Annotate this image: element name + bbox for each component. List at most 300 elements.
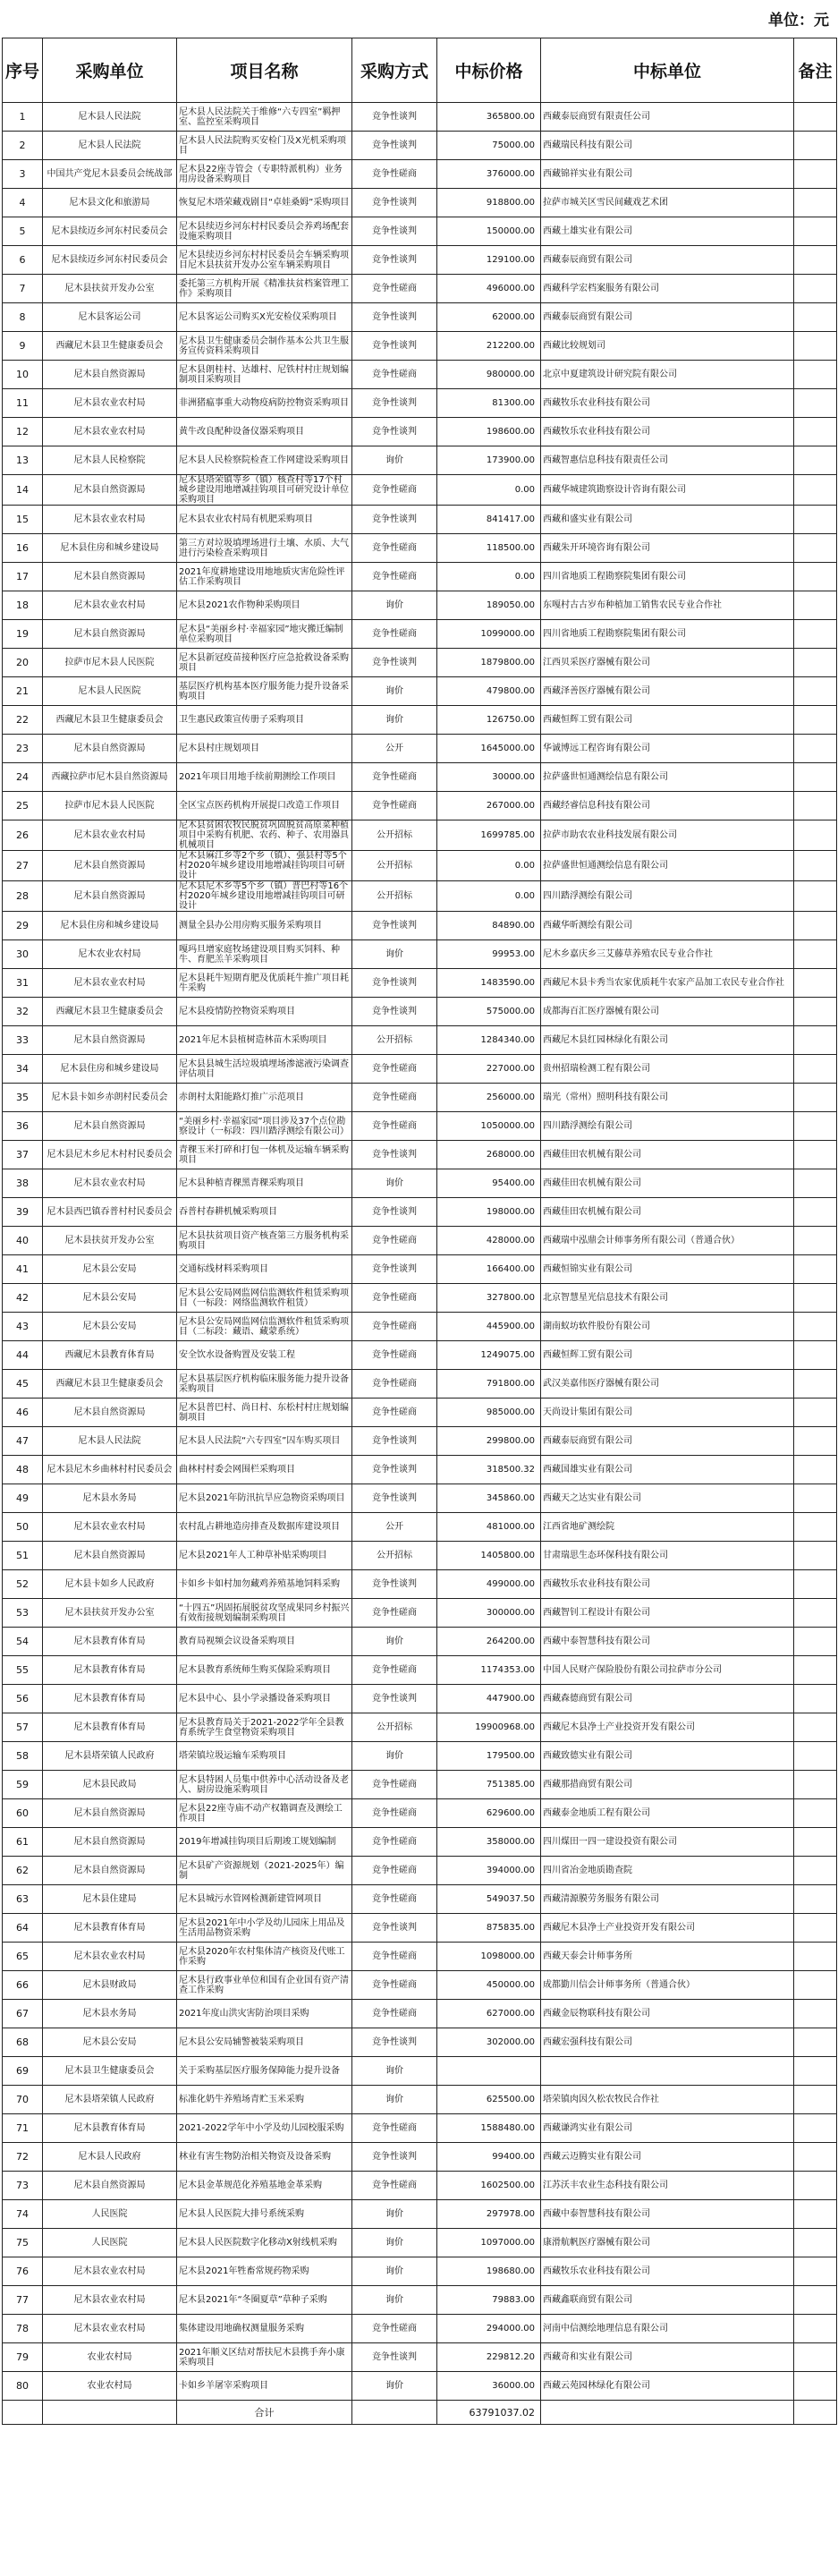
- cell-buyer: 尼木县农业农村局: [43, 1513, 177, 1542]
- cell-winner: 西藏恒辉工贸有限公司: [541, 1341, 794, 1370]
- cell-winner: 西藏尼木县净土产业投资开发有限公司: [541, 1713, 794, 1742]
- cell-seq: 37: [3, 1141, 43, 1169]
- cell-buyer: 尼木县公安局: [43, 2028, 177, 2057]
- cell-price: 297978.00: [437, 2200, 541, 2229]
- cell-project: 尼木县教育系统师生购买保险采购项目: [177, 1656, 352, 1685]
- cell-seq: 32: [3, 998, 43, 1026]
- cell-winner: 西藏云迈腾实业有限公司: [541, 2143, 794, 2172]
- table-row: [3, 735, 837, 763]
- cell-seq: 31: [3, 969, 43, 998]
- cell-buyer: 尼木县自然资源局: [43, 1399, 177, 1427]
- cell-seq: 6: [3, 246, 43, 275]
- cell-seq: 29: [3, 912, 43, 940]
- cell-winner: 西藏华城建筑勘察设计咨询有限公司: [541, 475, 794, 506]
- cell-winner: 四川省地质工程勘察院集团有限公司: [541, 620, 794, 649]
- cell-project: 尼木县贫困农牧民脱贫巩固脱贫高原菜种植项目中采购有机肥、农药、种子、农用器具机械项目: [177, 820, 352, 851]
- cell-remark: [794, 1971, 837, 2000]
- cell-project: “美丽乡村·幸福家园”项目涉及37个点位勘察设计（一标段：四川踏浮测绘有限公司）: [177, 1112, 352, 1141]
- table-row: [3, 2000, 837, 2028]
- cell-method: 竞争性磋商: [352, 1656, 437, 1685]
- cell-buyer: 尼木县自然资源局: [43, 1542, 177, 1570]
- cell-seq: 58: [3, 1742, 43, 1771]
- cell-buyer: 尼木县住房和城乡建设局: [43, 1055, 177, 1084]
- cell-method: 公开招标: [352, 851, 437, 881]
- table-row: [3, 303, 837, 332]
- cell-winner: 西藏鑫联商贸有限公司: [541, 2286, 794, 2315]
- cell-winner: 西藏泰辰商贸有限责任公司: [541, 103, 794, 132]
- cell-method: 询价: [352, 2372, 437, 2401]
- cell-price: 212200.00: [437, 332, 541, 361]
- table-row: [3, 1341, 837, 1370]
- cell-winner: 康滑航帆医疗器械有限公司: [541, 2229, 794, 2257]
- cell-project: 尼木县续迈乡河东村村民委员会车辆采购项目尼木县扶贫开发办公室车辆采购项目: [177, 246, 352, 275]
- cell-remark: [794, 2143, 837, 2172]
- cell-buyer: 尼木县人民医院: [43, 677, 177, 706]
- cell-remark: [794, 591, 837, 620]
- cell-seq: 28: [3, 881, 43, 912]
- cell-project: 尼木县教育局关于2021-2022学年全县教育系统学生食堂物资采购项目: [177, 1713, 352, 1742]
- cell-seq: 61: [3, 1828, 43, 1857]
- cell-project: 曲林村村委会网围栏采购项目: [177, 1456, 352, 1484]
- cell-remark: [794, 1227, 837, 1255]
- cell-price: 447900.00: [437, 1685, 541, 1713]
- cell-remark: [794, 940, 837, 969]
- cell-buyer: 尼木县农业农村局: [43, 2257, 177, 2286]
- cell-price: 345860.00: [437, 1484, 541, 1513]
- table-row: [3, 1141, 837, 1169]
- cell-project: 恢复尼木塔荣藏戏剧目“卓娃桑姆”采购项目: [177, 189, 352, 217]
- cell-project: 尼木县2021年人工种草补贴采购项目: [177, 1542, 352, 1570]
- cell-project: 尼木县扶贫项目资产核查第三方服务机构采购项目: [177, 1227, 352, 1255]
- cell-price: 918800.00: [437, 189, 541, 217]
- cell-method: 竞争性磋商: [352, 1799, 437, 1828]
- total-winner-cell: [541, 2401, 794, 2425]
- cell-price: 229812.20: [437, 2343, 541, 2372]
- cell-buyer: 拉萨市尼木县人民医院: [43, 649, 177, 677]
- cell-price: 479800.00: [437, 677, 541, 706]
- cell-winner: 四川省冶金地质勘查院: [541, 1857, 794, 1885]
- cell-seq: 19: [3, 620, 43, 649]
- table-row: [3, 1971, 837, 2000]
- cell-winner: 江西省地矿测绘院: [541, 1513, 794, 1542]
- cell-seq: 45: [3, 1370, 43, 1399]
- cell-remark: [794, 1656, 837, 1685]
- table-row: [3, 912, 837, 940]
- cell-project: 尼木县续迈乡河东村村民委员会养鸡场配套设施采购项目: [177, 217, 352, 246]
- cell-winner: 西藏天之达实业有限公司: [541, 1484, 794, 1513]
- cell-price: 302000.00: [437, 2028, 541, 2057]
- cell-project: 2021-2022学年中小学及幼儿园校服采购: [177, 2114, 352, 2143]
- total-buyer-cell: [43, 2401, 177, 2425]
- cell-winner: 西藏恒锦实业有限公司: [541, 1255, 794, 1284]
- table-row: [3, 1198, 837, 1227]
- cell-method: 竞争性谈判: [352, 506, 437, 534]
- cell-project: 委托第三方机构开展《精准扶贫档案管理工作》采购项目: [177, 275, 352, 303]
- cell-remark: [794, 1169, 837, 1198]
- cell-project: 尼木县中心、县小学录播设备采购项目: [177, 1685, 352, 1713]
- cell-project: 尼木县人民法院“六专四室”囚车购买项目: [177, 1427, 352, 1456]
- table-row: [3, 1084, 837, 1112]
- cell-method: 竞争性谈判: [352, 998, 437, 1026]
- cell-price: 99400.00: [437, 2143, 541, 2172]
- cell-method: 竞争性磋商: [352, 2114, 437, 2143]
- cell-project: 尼木县特困人员集中供养中心活动设备及老人、厨房设施采购项目: [177, 1771, 352, 1799]
- cell-method: 竞争性磋商: [352, 1084, 437, 1112]
- header-price: 中标价格: [437, 38, 541, 103]
- cell-method: 询价: [352, 1169, 437, 1198]
- cell-project: 集体建设用地确权测量服务采购: [177, 2315, 352, 2343]
- cell-method: 竞争性谈判: [352, 2143, 437, 2172]
- cell-remark: [794, 1599, 837, 1628]
- cell-method: 询价: [352, 2257, 437, 2286]
- cell-seq: 59: [3, 1771, 43, 1799]
- cell-method: 竞争性谈判: [352, 103, 437, 132]
- cell-method: 询价: [352, 940, 437, 969]
- table-row: [3, 332, 837, 361]
- cell-method: 竞争性磋商: [352, 361, 437, 389]
- cell-remark: [794, 1284, 837, 1313]
- cell-buyer: 尼木县人民检察院: [43, 446, 177, 475]
- table-row: [3, 649, 837, 677]
- cell-method: 竞争性谈判: [352, 1427, 437, 1456]
- cell-method: 竞争性磋商: [352, 160, 437, 189]
- cell-winner: 拉萨市城关区雪民间藏戏艺术团: [541, 189, 794, 217]
- cell-remark: [794, 189, 837, 217]
- table-row: [3, 940, 837, 969]
- cell-remark: [794, 1742, 837, 1771]
- cell-winner: 西藏科学宏档案服务有限公司: [541, 275, 794, 303]
- cell-buyer: 人民医院: [43, 2229, 177, 2257]
- table-row: [3, 2315, 837, 2343]
- cell-winner: 东嘎村古古岁布种植加工销售农民专业合作社: [541, 591, 794, 620]
- cell-method: 竞争性谈判: [352, 1456, 437, 1484]
- table-row: [3, 969, 837, 998]
- cell-project: 尼木县普巴村、尚日村、东松村村庄规划编制项目: [177, 1399, 352, 1427]
- cell-project: 尼木县“美丽乡村·幸福家园”地灾搬迁编制单位采购项目: [177, 620, 352, 649]
- cell-winner: 西藏尼木县红园林绿化有限公司: [541, 1026, 794, 1055]
- cell-project: 2021年顺义区结对帮扶尼木县携手奔小康采购项目: [177, 2343, 352, 2372]
- cell-buyer: 尼木县教育体育局: [43, 1914, 177, 1943]
- cell-project: 尼木县城污水管网检测新建管网项目: [177, 1885, 352, 1914]
- cell-seq: 69: [3, 2057, 43, 2086]
- cell-buyer: 尼木县住房和城乡建设局: [43, 912, 177, 940]
- cell-seq: 47: [3, 1427, 43, 1456]
- cell-remark: [794, 851, 837, 881]
- cell-seq: 57: [3, 1713, 43, 1742]
- cell-winner: 西藏恒辉工贸有限公司: [541, 706, 794, 735]
- cell-seq: 72: [3, 2143, 43, 2172]
- cell-project: 青稞玉米打碎和打包一体机及运输车辆采购项目: [177, 1141, 352, 1169]
- cell-remark: [794, 1771, 837, 1799]
- cell-method: 竞争性谈判: [352, 1570, 437, 1599]
- cell-price: 1602500.00: [437, 2172, 541, 2200]
- cell-seq: 27: [3, 851, 43, 881]
- cell-method: 竞争性谈判: [352, 1685, 437, 1713]
- cell-buyer: 尼木县农业农村局: [43, 969, 177, 998]
- table-row: [3, 1885, 837, 1914]
- table-row: [3, 1828, 837, 1857]
- table-row: [3, 1685, 837, 1713]
- cell-remark: [794, 706, 837, 735]
- cell-seq: 4: [3, 189, 43, 217]
- cell-price: 256000.00: [437, 1084, 541, 1112]
- cell-remark: [794, 303, 837, 332]
- cell-project: 尼木县种植青稞黑青稞采购项目: [177, 1169, 352, 1198]
- cell-buyer: 农业农村局: [43, 2372, 177, 2401]
- cell-buyer: 人民医院: [43, 2200, 177, 2229]
- cell-buyer: 尼木县自然资源局: [43, 2172, 177, 2200]
- table-row: [3, 418, 837, 446]
- cell-price: [437, 2057, 541, 2086]
- cell-remark: [794, 763, 837, 792]
- cell-price: 0.00: [437, 563, 541, 591]
- cell-seq: 51: [3, 1542, 43, 1570]
- cell-remark: [794, 132, 837, 160]
- cell-project: 2021年项目用地手续前期测绘工作项目: [177, 763, 352, 792]
- cell-remark: [794, 1542, 837, 1570]
- cell-price: 19900968.00: [437, 1713, 541, 1742]
- table-row: [3, 1112, 837, 1141]
- cell-seq: 63: [3, 1885, 43, 1914]
- table-row: [3, 1857, 837, 1885]
- cell-price: 150000.00: [437, 217, 541, 246]
- table-row: [3, 820, 837, 851]
- cell-remark: [794, 649, 837, 677]
- cell-project: 交通标线材料采购项目: [177, 1255, 352, 1284]
- cell-buyer: 尼木县自然资源局: [43, 475, 177, 506]
- cell-price: 791800.00: [437, 1370, 541, 1399]
- cell-seq: 68: [3, 2028, 43, 2057]
- cell-method: 询价: [352, 2229, 437, 2257]
- cell-price: 1249075.00: [437, 1341, 541, 1370]
- table-row: [3, 2143, 837, 2172]
- cell-seq: 76: [3, 2257, 43, 2286]
- cell-buyer: 尼木县农业农村局: [43, 506, 177, 534]
- cell-method: 公开招标: [352, 881, 437, 912]
- table-row: [3, 1570, 837, 1599]
- cell-price: 126750.00: [437, 706, 541, 735]
- table-row: [3, 1943, 837, 1971]
- table-row: [3, 534, 837, 563]
- cell-project: 尼木县2021年牲畜常规药物采购: [177, 2257, 352, 2286]
- cell-method: 询价: [352, 706, 437, 735]
- table-row: [3, 1484, 837, 1513]
- cell-remark: [794, 735, 837, 763]
- cell-seq: 10: [3, 361, 43, 389]
- cell-winner: 西藏佳田农机械有限公司: [541, 1169, 794, 1198]
- cell-buyer: 尼木县住建局: [43, 1885, 177, 1914]
- cell-winner: 华诚博远工程咨询有限公司: [541, 735, 794, 763]
- cell-buyer: 尼木县自然资源局: [43, 361, 177, 389]
- cell-price: 450000.00: [437, 1971, 541, 2000]
- cell-price: 1699785.00: [437, 820, 541, 851]
- cell-remark: [794, 275, 837, 303]
- cell-price: 1284340.00: [437, 1026, 541, 1055]
- cell-winner: 西藏泰辰商贸有限公司: [541, 303, 794, 332]
- cell-price: 1588480.00: [437, 2114, 541, 2143]
- table-row: [3, 1399, 837, 1427]
- cell-method: 竞争性谈判: [352, 1141, 437, 1169]
- cell-project: 测量全县办公用房购买服务采购项目: [177, 912, 352, 940]
- total-label: 合计: [177, 2401, 352, 2425]
- cell-price: 365800.00: [437, 103, 541, 132]
- cell-buyer: 西藏尼木县卫生健康委员会: [43, 998, 177, 1026]
- cell-winner: 西藏牧乐农业科技有限公司: [541, 389, 794, 418]
- cell-seq: 16: [3, 534, 43, 563]
- cell-project: 教育局视频会议设备采购项目: [177, 1628, 352, 1656]
- cell-method: 竞争性磋商: [352, 2315, 437, 2343]
- cell-price: 95400.00: [437, 1169, 541, 1198]
- cell-price: 376000.00: [437, 160, 541, 189]
- cell-buyer: 尼木县自然资源局: [43, 1828, 177, 1857]
- cell-buyer: 尼木县卡如乡赤朗村民委员会: [43, 1084, 177, 1112]
- cell-winner: 拉萨市助农农业科技发展有限公司: [541, 820, 794, 851]
- cell-remark: [794, 1427, 837, 1456]
- cell-buyer: 尼木县自然资源局: [43, 1799, 177, 1828]
- table-row: [3, 2286, 837, 2315]
- cell-winner: [541, 2057, 794, 2086]
- cell-seq: 52: [3, 1570, 43, 1599]
- table-row: [3, 1284, 837, 1313]
- cell-price: 179500.00: [437, 1742, 541, 1771]
- cell-method: 竞争性谈判: [352, 332, 437, 361]
- cell-project: 尼木县麻江乡等2个乡（镇）、强县村等5个村2020年城乡建设用地增减挂钩项目可研设计: [177, 851, 352, 881]
- cell-seq: 71: [3, 2114, 43, 2143]
- cell-project: 尼木县人民检察院检查工作网建设采购项目: [177, 446, 352, 475]
- cell-winner: 西藏金辰物联科技有限公司: [541, 2000, 794, 2028]
- cell-method: 竞争性磋商: [352, 563, 437, 591]
- cell-project: 尼木县公安局辅警被装采购项目: [177, 2028, 352, 2057]
- cell-buyer: 农业农村局: [43, 2343, 177, 2372]
- cell-project: 2021年度耕地建设用地地质灾害危险性评估工作采购项目: [177, 563, 352, 591]
- cell-remark: [794, 1055, 837, 1084]
- cell-buyer: 尼木县农业农村局: [43, 389, 177, 418]
- cell-seq: 9: [3, 332, 43, 361]
- cell-seq: 67: [3, 2000, 43, 2028]
- table-row: [3, 1456, 837, 1484]
- cell-winner: 西藏宏强科技有限公司: [541, 2028, 794, 2057]
- table-row: [3, 1799, 837, 1828]
- cell-buyer: 尼木县人民法院: [43, 1427, 177, 1456]
- table-row: [3, 2372, 837, 2401]
- cell-buyer: 尼木县自然资源局: [43, 851, 177, 881]
- cell-method: 竞争性磋商: [352, 1370, 437, 1399]
- cell-method: 竞争性谈判: [352, 649, 437, 677]
- cell-price: 198680.00: [437, 2257, 541, 2286]
- cell-buyer: 尼木县卡如乡人民政府: [43, 1570, 177, 1599]
- cell-seq: 42: [3, 1284, 43, 1313]
- cell-winner: 西藏泰金地质工程有限公司: [541, 1799, 794, 1828]
- cell-project: 嘎玛旦增家庭牧场建设项目购买饲料、种牛、育肥羔羊采购项目: [177, 940, 352, 969]
- cell-winner: 西藏智惠信息科技有限责任公司: [541, 446, 794, 475]
- cell-winner: 西藏那措商贸有限公司: [541, 1771, 794, 1799]
- cell-seq: 36: [3, 1112, 43, 1141]
- header-method: 采购方式: [352, 38, 437, 103]
- cell-winner: 四川煤田一四一建设投资有限公司: [541, 1828, 794, 1857]
- cell-winner: 武汉美嘉伟医疗器械有限公司: [541, 1370, 794, 1399]
- cell-winner: 西藏佳田农机械有限公司: [541, 1198, 794, 1227]
- cell-method: 询价: [352, 446, 437, 475]
- cell-project: 尼木县22座寺庙不动产权籍调查及测绘工作项目: [177, 1799, 352, 1828]
- cell-winner: 西藏谦鸿实业有限公司: [541, 2114, 794, 2143]
- unit-label-row: [0, 0, 838, 38]
- cell-buyer: 尼木县公安局: [43, 1313, 177, 1341]
- cell-buyer: 尼木县农业农村局: [43, 1943, 177, 1971]
- header-project: 项目名称: [177, 38, 352, 103]
- cell-buyer: 尼木县自然资源局: [43, 563, 177, 591]
- cell-buyer: 尼木县公安局: [43, 1284, 177, 1313]
- total-row: [3, 2401, 837, 2425]
- cell-price: 496000.00: [437, 275, 541, 303]
- cell-remark: [794, 475, 837, 506]
- cell-seq: 44: [3, 1341, 43, 1370]
- cell-remark: [794, 1513, 837, 1542]
- cell-buyer: 尼木县人民政府: [43, 2143, 177, 2172]
- cell-seq: 5: [3, 217, 43, 246]
- cell-project: 尼木县客运公司购买X光安检仪采购项目: [177, 303, 352, 332]
- cell-seq: 62: [3, 1857, 43, 1885]
- cell-method: 竞争性谈判: [352, 969, 437, 998]
- table-row: [3, 1427, 837, 1456]
- table-row: [3, 2057, 837, 2086]
- cell-winner: 西藏牧乐农业科技有限公司: [541, 2257, 794, 2286]
- cell-price: 129100.00: [437, 246, 541, 275]
- cell-method: 公开招标: [352, 1026, 437, 1055]
- cell-buyer: 尼木县教育体育局: [43, 1628, 177, 1656]
- cell-buyer: 尼木县扶贫开发办公室: [43, 1599, 177, 1628]
- cell-remark: [794, 534, 837, 563]
- table-row: [3, 1542, 837, 1570]
- cell-remark: [794, 563, 837, 591]
- cell-remark: [794, 2286, 837, 2315]
- cell-price: 36000.00: [437, 2372, 541, 2401]
- cell-remark: [794, 1885, 837, 1914]
- cell-buyer: 尼木县卫生健康委员会: [43, 2057, 177, 2086]
- cell-method: 竞争性谈判: [352, 1484, 437, 1513]
- cell-price: 358000.00: [437, 1828, 541, 1857]
- cell-price: 625500.00: [437, 2086, 541, 2114]
- cell-remark: [794, 418, 837, 446]
- table-row: [3, 1599, 837, 1628]
- cell-method: 竞争性磋商: [352, 1885, 437, 1914]
- cell-buyer: 尼木农业农村局: [43, 940, 177, 969]
- cell-method: 竞争性磋商: [352, 763, 437, 792]
- cell-buyer: 尼木县塔荣镇人民政府: [43, 1742, 177, 1771]
- table-row: [3, 1742, 837, 1771]
- cell-remark: [794, 1341, 837, 1370]
- cell-method: 询价: [352, 2086, 437, 2114]
- cell-project: 卡如乡卡如村加勿藏鸡养殖基地饲料采购: [177, 1570, 352, 1599]
- cell-winner: 塔荣镇肉因久松农牧民合作社: [541, 2086, 794, 2114]
- cell-remark: [794, 881, 837, 912]
- table-row: [3, 1370, 837, 1399]
- cell-price: 1405800.00: [437, 1542, 541, 1570]
- cell-project: 农村乱占耕地造房排查及数据库建设项目: [177, 1513, 352, 1542]
- cell-seq: 39: [3, 1198, 43, 1227]
- cell-remark: [794, 103, 837, 132]
- cell-remark: [794, 2028, 837, 2057]
- cell-project: 尼木县人民医院大排号系统采购: [177, 2200, 352, 2229]
- table-row: [3, 2343, 837, 2372]
- cell-seq: 77: [3, 2286, 43, 2315]
- cell-buyer: 尼木县民政局: [43, 1771, 177, 1799]
- cell-method: 公开: [352, 1513, 437, 1542]
- cell-project: 安全饮水设备购置及安装工程: [177, 1341, 352, 1370]
- cell-buyer: 尼木县尼木乡尼木村村民委员会: [43, 1141, 177, 1169]
- cell-method: 竞争性谈判: [352, 246, 437, 275]
- table-row: [3, 2229, 837, 2257]
- cell-project: 尼木县尼木乡等5个乡（镇）普巴村等16个村2020年城乡建设用地增减挂钩项目可研设计: [177, 881, 352, 912]
